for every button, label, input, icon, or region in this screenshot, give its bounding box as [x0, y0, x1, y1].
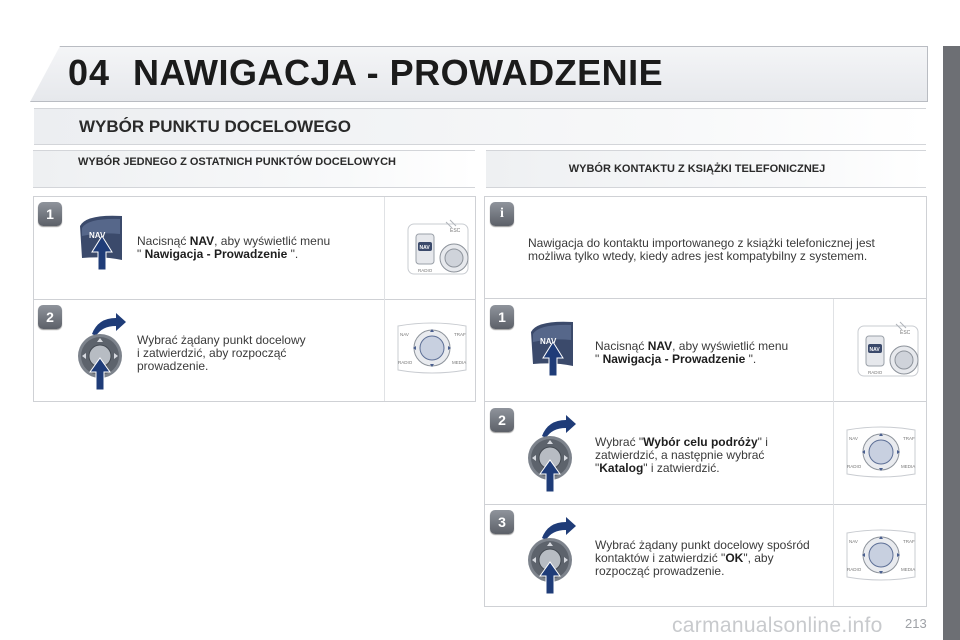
right-step-2-line-2: zatwierdzić, a następnie wybrać	[595, 448, 765, 462]
right-step-2-catalog: Katalog	[599, 461, 644, 475]
control-panel-nav-icon	[856, 320, 920, 382]
right-step-3-text	[595, 539, 831, 578]
left-step-1-part-a: Nacisnąć	[137, 234, 190, 248]
left-step-1-part-c: "	[137, 247, 145, 261]
left-step-2-text	[137, 334, 377, 373]
right-step-badge-3: 3	[490, 510, 514, 534]
right-row-separator-1	[484, 298, 927, 299]
right-step-3-line-3: rozpocząć prowadzenie.	[595, 564, 725, 578]
svg-text:ESC: ESC	[450, 228, 461, 234]
svg-text:MEDIA: MEDIA	[901, 464, 916, 469]
right-step-2-part-d: " i zatwierdzić.	[643, 461, 720, 475]
svg-text:NAV: NAV	[419, 245, 430, 251]
control-panel-nav-icon	[406, 218, 470, 280]
svg-text:RADIO: RADIO	[847, 464, 862, 469]
svg-text:NAV: NAV	[400, 332, 409, 337]
watermark: carmanualsonline.info	[672, 614, 883, 637]
right-step-1-part-d: ".	[745, 352, 757, 366]
left-row-separator	[33, 299, 476, 300]
right-step-1-menu-name: Nawigacja - Prowadzenie	[602, 352, 746, 366]
right-step-3-line-1: Wybrać żądany punkt docelowy spośród	[595, 538, 810, 552]
left-step-2-line-2: i zatwierdzić, aby rozpocząć	[137, 346, 287, 360]
info-line-1: Nawigacja do kontaktu importowanego z książki telefonicznej jest	[528, 236, 875, 250]
right-step-1-text	[595, 340, 827, 366]
right-row-separator-2	[484, 401, 927, 402]
rotary-knob-icon	[522, 414, 588, 494]
right-step-1-part-b: , aby wyświetlić menu	[672, 339, 789, 353]
section-title: WYBÓR PUNKTU DOCELOWEGO	[79, 117, 351, 136]
svg-text:TRAF: TRAF	[903, 436, 915, 441]
nav-key-icon	[76, 212, 128, 272]
right-step-3-ok: OK	[725, 551, 744, 565]
svg-text:NAV: NAV	[540, 337, 557, 346]
page-edge-strip	[943, 46, 960, 640]
svg-text:NAV: NAV	[849, 436, 858, 441]
left-step-1-part-d: ".	[287, 247, 299, 261]
svg-text:NAV: NAV	[89, 231, 106, 240]
right-step-2-text	[595, 436, 827, 475]
right-step-1-nav-key: NAV	[647, 339, 673, 353]
info-badge: i	[490, 202, 514, 226]
right-step-3-part-a: kontaktów i zatwierdzić "	[595, 551, 726, 565]
svg-text:RADIO: RADIO	[418, 268, 433, 273]
right-step-badge-2: 2	[490, 408, 514, 432]
left-step-2-line-1: Wybrać żądany punkt docelowy	[137, 333, 306, 347]
svg-text:RADIO: RADIO	[868, 370, 883, 375]
right-step-2-part-b: " i	[757, 435, 768, 449]
rotary-knob-icon	[522, 516, 588, 596]
svg-text:RADIO: RADIO	[398, 360, 413, 365]
svg-text:MEDIA: MEDIA	[452, 360, 467, 365]
nav-key-icon	[527, 318, 579, 378]
right-column-separator	[833, 299, 834, 606]
info-line-2: możliwa tylko wtedy, kiedy adres jest kompatybilny z systemem.	[528, 249, 868, 263]
right-row-separator-3	[484, 504, 927, 505]
svg-text:TRAF: TRAF	[454, 332, 466, 337]
svg-text:TRAF: TRAF	[903, 539, 915, 544]
right-subheader-title: WYBÓR KONTAKTU Z KSIĄŻKI TELEFONICZNEJ	[568, 163, 826, 175]
right-step-2-part-c: "	[595, 461, 600, 475]
header-corner-cut	[30, 46, 60, 102]
left-step-1-menu-name: Nawigacja - Prowadzenie	[144, 247, 288, 261]
left-step-1-text	[137, 235, 377, 261]
right-step-1-part-c: "	[595, 352, 603, 366]
control-panel-dial-icon	[843, 422, 919, 482]
svg-text:ESC: ESC	[900, 330, 911, 336]
svg-text:NAV: NAV	[849, 539, 858, 544]
rotary-knob-icon	[72, 312, 138, 392]
chapter-number: 04	[68, 52, 111, 93]
left-subheader-title: WYBÓR JEDNEGO Z OSTATNICH PUNKTÓW DOCELOWYCH	[78, 156, 396, 168]
svg-text:NAV: NAV	[869, 347, 880, 353]
right-step-2-option: Wybór celu podróży	[643, 435, 758, 449]
svg-text:RADIO: RADIO	[847, 567, 862, 572]
right-step-3-part-b: ", aby	[743, 551, 774, 565]
step-badge-1: 1	[38, 202, 62, 226]
right-step-badge-1: 1	[490, 305, 514, 329]
right-step-2-part-a: Wybrać "	[595, 435, 644, 449]
control-panel-dial-icon	[843, 525, 919, 585]
left-step-2-line-3: prowadzenie.	[137, 359, 209, 373]
page-number: 213	[905, 616, 927, 631]
left-column-separator	[384, 197, 385, 401]
left-step-1-nav-key: NAV	[189, 234, 215, 248]
svg-text:MEDIA: MEDIA	[901, 567, 916, 572]
left-step-1-part-b: , aby wyświetlić menu	[214, 234, 331, 248]
chapter-title: NAWIGACJA - PROWADZENIE	[133, 52, 664, 93]
info-text	[528, 237, 920, 263]
step-badge-2: 2	[38, 305, 62, 329]
right-step-1-part-a: Nacisnąć	[595, 339, 648, 353]
control-panel-dial-icon	[394, 318, 470, 378]
